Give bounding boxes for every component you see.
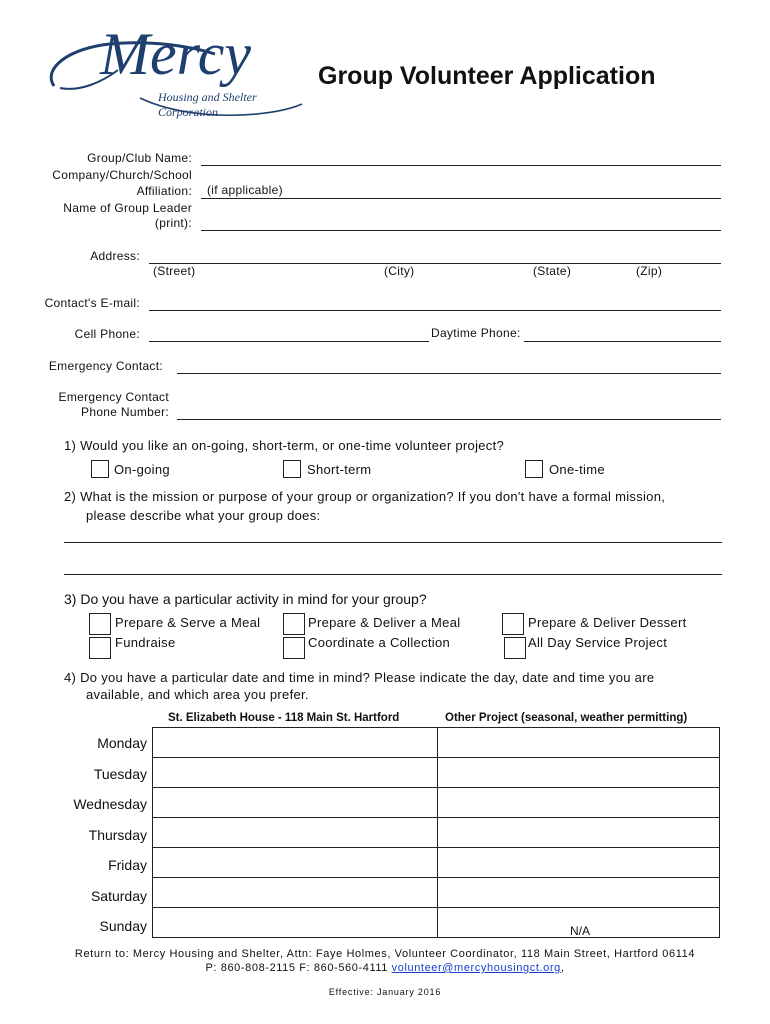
monday-st-elizabeth-cell[interactable]	[153, 728, 438, 758]
serve-meal-option: Prepare & Serve a Meal	[115, 615, 261, 630]
affiliation-field[interactable]	[201, 198, 721, 199]
state-caption: (State)	[533, 264, 572, 278]
table-row	[153, 818, 720, 848]
deliver-dessert-checkbox[interactable]	[502, 613, 524, 635]
day-friday: Friday	[108, 857, 147, 873]
group-name-label: Group/Club Name:	[87, 151, 192, 165]
wednesday-st-elizabeth-cell[interactable]	[153, 788, 438, 818]
question-1: 1) Would you like an on-going, short-term, or one-time volunteer project?	[64, 438, 505, 453]
footer-return-address: Return to: Mercy Housing and Shelter, Attn: Faye Holmes, Volunteer Coordinator, 118 Main Street, Hartford 06114	[74, 948, 696, 960]
footer-phone-fax: P: 860-808-2115 F: 860-560-4111	[205, 962, 388, 974]
mission-field-line1[interactable]	[64, 542, 722, 543]
saturday-other-cell[interactable]	[438, 878, 720, 908]
emergency-phone-field[interactable]	[177, 419, 721, 420]
email-label: Contact's E-mail:	[44, 296, 140, 310]
logo	[40, 21, 310, 126]
deliver-meal-option: Prepare & Deliver a Meal	[308, 615, 461, 630]
street-caption: (Street)	[153, 264, 196, 278]
one-time-option: One-time	[549, 462, 605, 477]
question-4-line1: 4) Do you have a particular date and time in mind? Please indicate the day, date and time you are	[64, 670, 655, 685]
daytime-phone-label: Daytime Phone:	[431, 326, 521, 340]
footer-contact	[0, 962, 770, 974]
thursday-other-cell[interactable]	[438, 818, 720, 848]
effective-date: Effective: January 2016	[328, 987, 442, 997]
sunday-other-cell[interactable]	[438, 908, 720, 938]
question-2-line1: 2) What is the mission or purpose of your group or organization? If you don't have a formal mission,	[64, 489, 666, 504]
schedule-table	[152, 727, 720, 938]
schedule-col1-header: St. Elizabeth House - 118 Main St. Hartford	[168, 712, 400, 724]
group-name-field[interactable]	[201, 165, 721, 166]
collection-checkbox[interactable]	[283, 637, 305, 659]
collection-option: Coordinate a Collection	[308, 635, 451, 650]
emergency-phone-label-line2: Phone Number:	[81, 405, 169, 419]
monday-other-cell[interactable]	[438, 728, 720, 758]
table-row	[153, 878, 720, 908]
table-row	[153, 728, 720, 758]
leader-label-line2: (print):	[154, 216, 192, 230]
day-sunday: Sunday	[99, 918, 147, 934]
day-tuesday: Tuesday	[93, 766, 147, 782]
if-applicable-note: (if applicable)	[207, 183, 283, 197]
cell-phone-field[interactable]	[149, 341, 429, 342]
one-time-checkbox[interactable]	[525, 460, 543, 478]
day-thursday: Thursday	[88, 827, 147, 843]
email-field[interactable]	[149, 310, 721, 311]
all-day-option: All Day Service Project	[528, 635, 668, 650]
daytime-phone-field[interactable]	[524, 341, 721, 342]
table-row	[153, 908, 720, 938]
table-row	[153, 788, 720, 818]
day-monday: Monday	[97, 735, 147, 751]
emergency-contact-field[interactable]	[177, 373, 721, 374]
all-day-checkbox[interactable]	[504, 637, 526, 659]
table-row	[153, 848, 720, 878]
emergency-contact-label: Emergency Contact:	[48, 359, 163, 373]
form-title: Group Volunteer Application	[318, 62, 656, 90]
deliver-dessert-option: Prepare & Deliver Dessert	[528, 615, 687, 630]
footer-comma: ,	[560, 962, 565, 974]
thursday-st-elizabeth-cell[interactable]	[153, 818, 438, 848]
sunday-st-elizabeth-cell[interactable]	[153, 908, 438, 938]
tuesday-other-cell[interactable]	[438, 758, 720, 788]
table-row	[153, 758, 720, 788]
saturday-st-elizabeth-cell[interactable]	[153, 878, 438, 908]
friday-other-cell[interactable]	[438, 848, 720, 878]
logo-subtitle: Housing and Shelter Corporation	[158, 90, 257, 119]
cell-phone-label: Cell Phone:	[74, 327, 140, 341]
affiliation-label-line1: Company/Church/School	[52, 168, 192, 182]
deliver-meal-checkbox[interactable]	[283, 613, 305, 635]
wednesday-other-cell[interactable]	[438, 788, 720, 818]
logo-word: Mercy	[100, 21, 251, 87]
day-saturday: Saturday	[90, 888, 147, 904]
leader-field[interactable]	[201, 230, 721, 231]
fundraise-option: Fundraise	[115, 635, 176, 650]
fundraise-checkbox[interactable]	[89, 637, 111, 659]
question-4-line2: available, and which area you prefer.	[86, 687, 309, 702]
address-label: Address:	[90, 249, 140, 263]
friday-st-elizabeth-cell[interactable]	[153, 848, 438, 878]
mission-field-line2[interactable]	[64, 574, 722, 575]
question-3: 3) Do you have a particular activity in mind for your group?	[64, 591, 427, 607]
leader-label-line1: Name of Group Leader	[63, 201, 192, 215]
sunday-na-text: N/A	[570, 924, 591, 938]
day-wednesday: Wednesday	[73, 796, 147, 812]
serve-meal-checkbox[interactable]	[89, 613, 111, 635]
schedule-col2-header: Other Project (seasonal, weather permitting)	[445, 712, 688, 724]
short-term-option: Short-term	[307, 462, 372, 477]
tuesday-st-elizabeth-cell[interactable]	[153, 758, 438, 788]
short-term-checkbox[interactable]	[283, 460, 301, 478]
city-caption: (City)	[384, 264, 415, 278]
footer-email-link[interactable]: volunteer@mercyhousingct.org	[391, 962, 561, 974]
question-2-line2: please describe what your group does:	[86, 508, 321, 523]
ongoing-option: On-going	[114, 462, 170, 477]
emergency-phone-label-line1: Emergency Contact	[58, 390, 169, 404]
zip-caption: (Zip)	[636, 264, 663, 278]
affiliation-label-line2: Affiliation:	[136, 184, 192, 198]
ongoing-checkbox[interactable]	[91, 460, 109, 478]
